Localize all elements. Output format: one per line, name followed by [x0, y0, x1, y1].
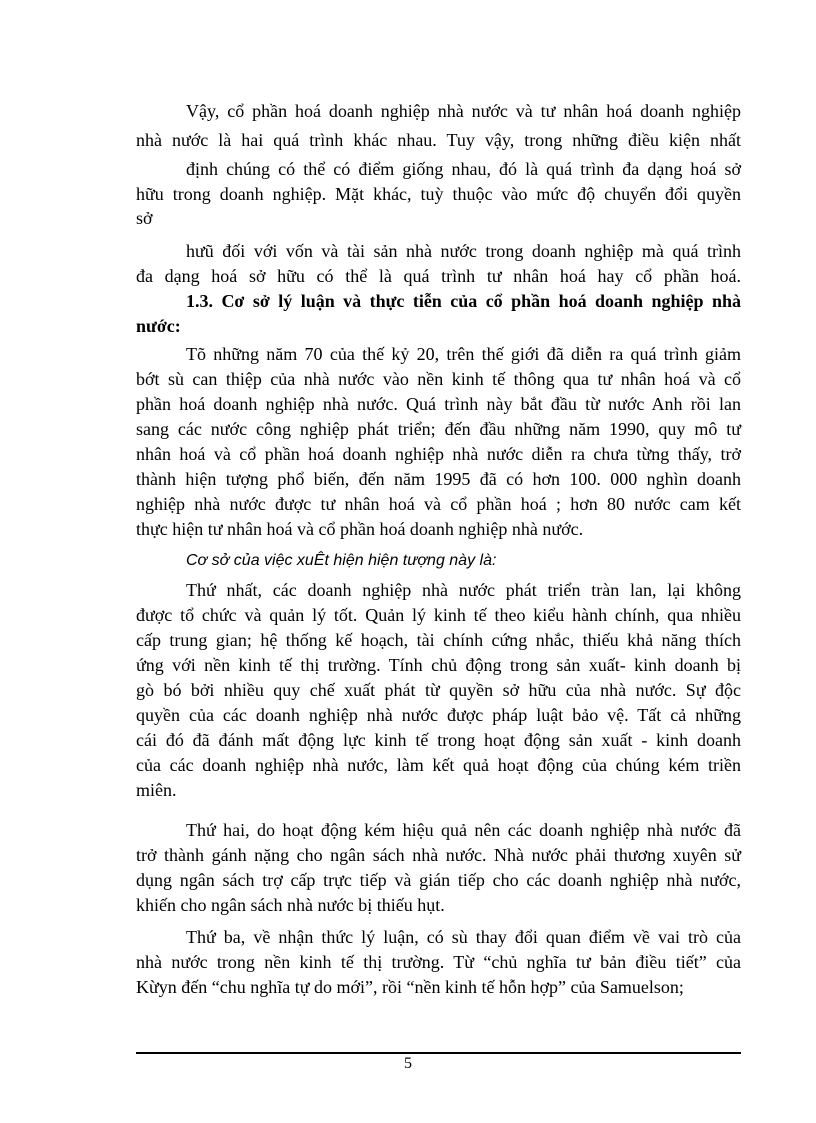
paragraph-line: sang các nước công nghiệp phát triển; đến đầu những năm 1990, quy mô tư	[136, 419, 741, 439]
paragraph-line: Thứ ba, về nhận thức lý luận, có sù thay đổi quan điểm về vai trò của	[186, 927, 741, 947]
paragraph-line: bớt sù can thiệp của nhà nước vào nền kinh tế thông qua tư nhân hoá và cổ	[136, 369, 741, 389]
paragraph-line: cấp trung gian; hệ thống kế hoạch, tài chính cứng nhắc, thiếu khả năng thích	[136, 630, 741, 650]
paragraph-line: Thứ hai, do hoạt động kém hiệu quả nên các doanh nghiệp nhà nước đã	[186, 820, 741, 840]
paragraph-line: thành hiện tượng phổ biến, đến năm 1995 đã có hơn 100. 000 nghìn doanh	[136, 469, 741, 489]
paragraph-line: gò bó bởi nhiều quy chế xuất phát từ quyền sở hữu của nhà nước. Sự độc	[136, 680, 741, 700]
section-heading: 1.3. Cơ sở lý luận và thực tiễn của cổ phần hoá doanh nghiệp nhà	[186, 291, 741, 311]
paragraph-line: Vậy, cổ phần hoá doanh nghiệp nhà nước và tư nhân hoá doanh nghiệp	[186, 101, 741, 121]
paragraph-line: nhà nước trong nền kinh tế thị trường. Từ “chủ nghĩa tư bản điều tiết” của	[136, 952, 741, 972]
paragraph-line: cái đó đã đánh mất động lực kinh tế trong hoạt động sản xuất - kinh doanh	[136, 730, 741, 750]
paragraph-line: thực hiện tư nhân hoá và cổ phần hoá doanh nghiệp nhà nước.	[136, 519, 584, 539]
paragraph-line: ứng với nền kinh tế thị trường. Tính chủ động trong sản xuất- kinh doanh bị	[136, 655, 741, 675]
paragraph-line: khiến cho ngân sách nhà nước bị thiếu hụt.	[136, 895, 445, 915]
paragraph-line: nhân hoá và cổ phần hoá doanh nghiệp nhà nước diễn ra chưa từng thấy, trở	[136, 444, 741, 464]
paragraph-line: Kừyn đến “chu nghĩa tự do mới”, rồi “nền kinh tế hỗn hợp” của Samuelson;	[136, 977, 684, 997]
paragraph-line: phần hoá doanh nghiệp nhà nước. Quá trình này bắt đầu từ nước Anh rồi lan	[136, 394, 741, 414]
paragraph-line: trở thành gánh nặng cho ngân sách nhà nước. Nhà nước phải thương xuyên sử	[136, 845, 741, 865]
page-number: 5	[404, 1055, 412, 1072]
footer-rule	[136, 1052, 741, 1054]
paragraph-line: đa dạng hoá sở hữu có thể là quá trình tư nhân hoá hay cổ phần hoá.	[136, 266, 741, 286]
paragraph-line: sở	[136, 208, 153, 228]
paragraph-line: dụng ngân sách trợ cấp trực tiếp và gián tiếp cho các doanh nghiệp nhà nước,	[136, 870, 741, 890]
paragraph-line: quyền của các doanh nghiệp nhà nước được pháp luật bảo vệ. Tất cả những	[136, 705, 741, 725]
paragraph-line: Tõ những năm 70 của thế kỷ 20, trên thế giới đã diễn ra quá trình giảm	[186, 344, 741, 364]
paragraph-line: được tổ chức và quản lý tốt. Quản lý kinh tế theo kiểu hành chính, qua nhiều	[136, 605, 741, 625]
paragraph-line: định chúng có thể có điểm giống nhau, đó là quá trình đa dạng hoá sở	[186, 159, 741, 179]
paragraph-line: nhà nước là hai quá trình khác nhau. Tuy vậy, trong những điều kiện nhất	[136, 130, 741, 150]
italic-lead-in: Cơ sở của việc xuÊt hiện hiện tượng này là:	[186, 552, 497, 569]
paragraph-line: nghiệp nhà nước được tư nhân hoá và cổ phần hoá ; hơn 80 nước cam kết	[136, 494, 741, 514]
paragraph-line: hữu trong doanh nghiệp. Mặt khác, tuỳ thuộc vào mức độ chuyển đổi quyền	[136, 184, 741, 204]
section-heading: nước:	[136, 316, 181, 336]
paragraph-line: Thứ nhất, các doanh nghiệp nhà nước phát triển tràn lan, lại không	[186, 580, 741, 600]
paragraph-line: miên.	[136, 780, 177, 800]
paragraph-line: hưũ đối với vốn và tài sản nhà nước trong doanh nghiệp mà quá trình	[186, 241, 741, 261]
paragraph-line: của các doanh nghiệp nhà nước, làm kết quả hoạt động của chúng kém triền	[136, 755, 741, 775]
